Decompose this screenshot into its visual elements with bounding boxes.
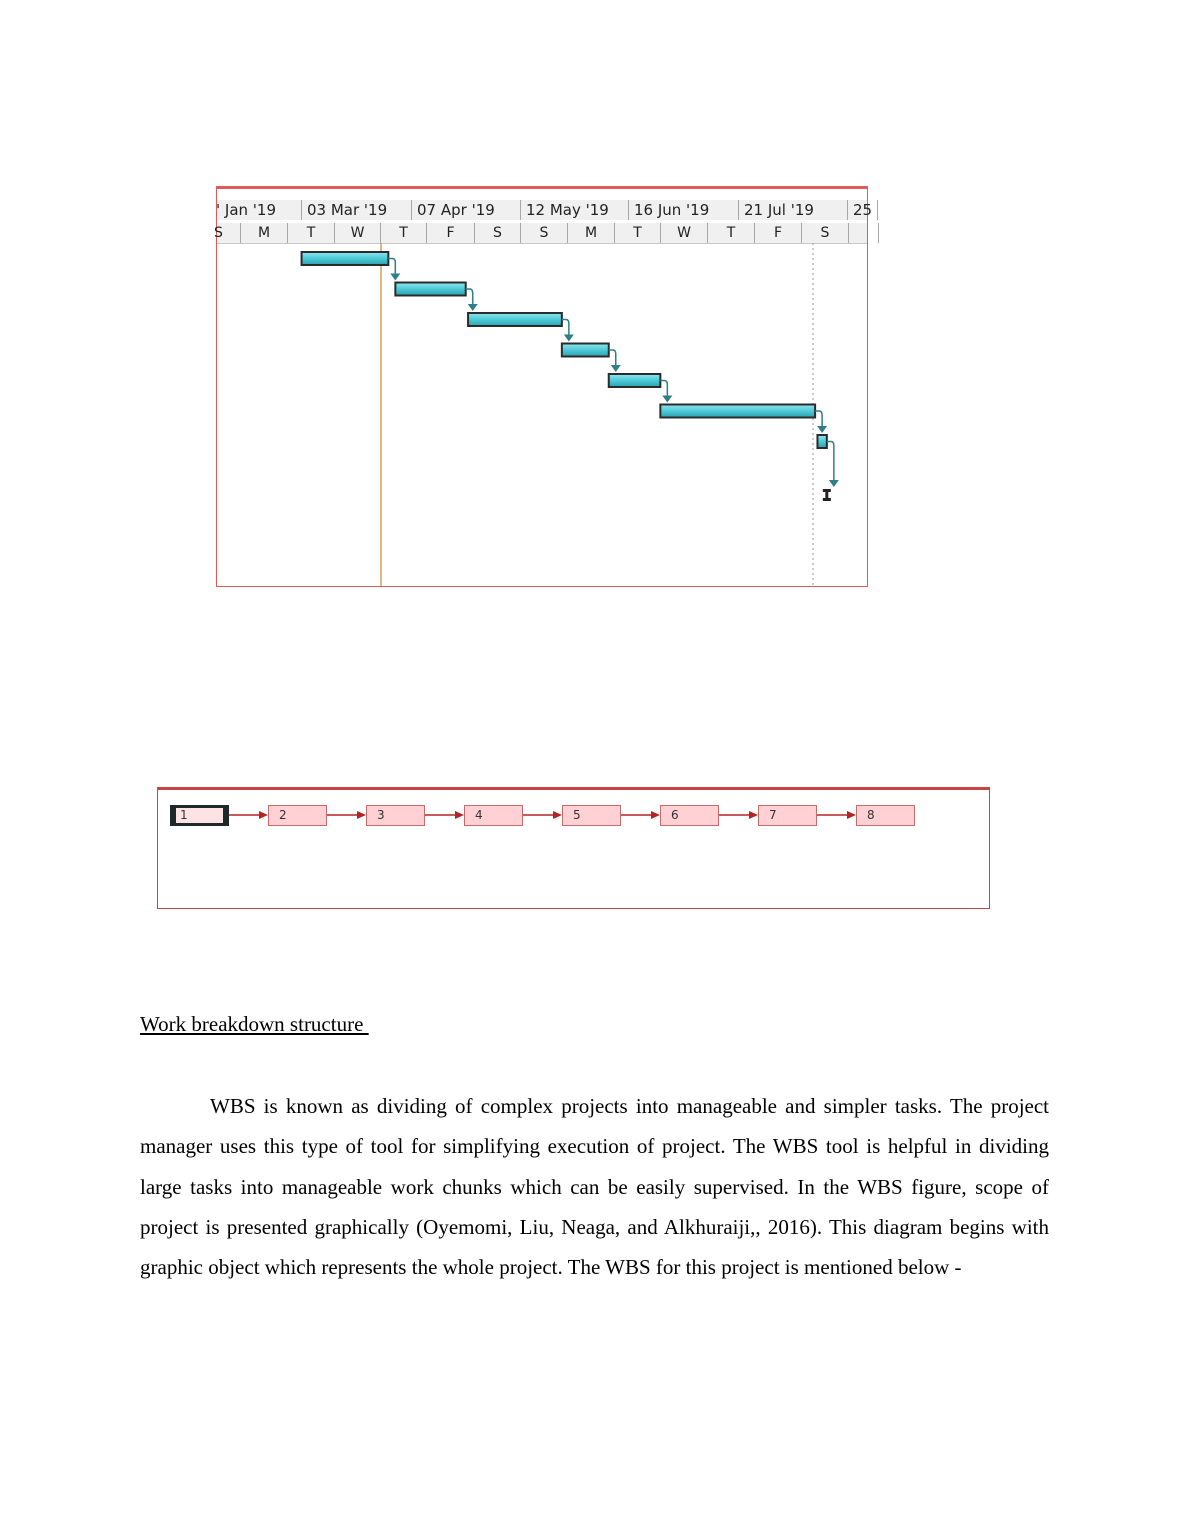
gantt-task-bar [468,313,562,326]
network-arrowhead [651,811,660,819]
timescale-minor-cell: M [241,223,288,243]
timescale-major-cell: 25 [848,200,878,220]
network-arrowhead [847,811,856,819]
timescale-minor-cell: S [197,223,241,243]
gantt-dependency-arrowhead [662,396,672,403]
network-node[interactable]: 5 [562,805,621,826]
timescale-minor-cell: S [475,223,521,243]
timescale-minor-cell: T [708,223,755,243]
timescale-minor-cell: T [381,223,427,243]
network-node[interactable]: 3 [366,805,425,826]
timescale-major-cell: 16 Jun '19 [629,200,739,220]
network-arrowhead [553,811,562,819]
gantt-task-bar [302,252,389,265]
timescale-major-cell: 07 Apr '19 [412,200,521,220]
gantt-dependency-arrowhead [564,335,574,342]
network-node[interactable]: 8 [856,805,915,826]
timescale-minor-cell: W [661,223,708,243]
gantt-dependency-arrowhead [611,365,621,372]
network-arrowhead [357,811,366,819]
timescale-major-cell: ' Jan '19 [211,200,302,220]
gantt-task-bar [660,405,815,418]
gantt-dependency-arrowhead [390,274,400,281]
network-node[interactable]: 1 [170,805,229,826]
network-node[interactable]: 2 [268,805,327,826]
gantt-task-bar [609,374,661,387]
gantt-task-bar [817,435,826,448]
gantt-task-bar [395,283,465,296]
timescale-minor-cell: T [288,223,335,243]
timescale-minor-cell: F [427,223,475,243]
gantt-task-bar [562,344,609,357]
gantt-dependency-link [660,381,667,397]
gantt-dependency-link [609,350,616,366]
timescale-major-cell: 12 May '19 [521,200,629,220]
timescale-major-cell: 21 Jul '19 [739,200,848,220]
gantt-bars-canvas [217,189,867,586]
network-node[interactable]: 6 [660,805,719,826]
timescale-minor-cell: S [521,223,568,243]
timescale-minor-cell: F [755,223,802,243]
network-arrowhead [749,811,758,819]
gantt-dependency-link [815,411,822,427]
network-diagram-figure [157,787,990,909]
gantt-dependency-arrowhead [829,480,839,487]
gantt-dependency-link [388,259,395,275]
gantt-dependency-arrowhead [817,426,827,433]
gantt-dependency-arrowhead [468,304,478,311]
gantt-dependency-link [562,320,569,336]
timescale-major-cell: 03 Mar '19 [302,200,412,220]
gantt-dependency-link [466,289,473,305]
timescale-minor-cell: S [802,223,849,243]
network-arrowhead [455,811,464,819]
network-arrowhead [259,811,268,819]
network-node[interactable]: 4 [464,805,523,826]
gantt-milestone-marker [823,489,831,501]
section-heading: Work breakdown structure [140,1012,369,1036]
gantt-dependency-link [827,442,834,482]
timescale-minor-cell: T [615,223,661,243]
timescale-minor-cell: M [568,223,615,243]
gantt-chart-figure [214,186,873,587]
network-node[interactable]: 7 [758,805,817,826]
body-paragraph: WBS is known as dividing of complex projects into manageable and simpler tasks. The project manager uses this type of tool for simplifying execution of project. The WBS tool is helpful in dividing large tasks into manageable work chunks which can be easily supervised. In the WBS figure, scope of project is presented graphically (Oyemomi, Liu, Neaga, and Alkhuraiji,, 2016). This diagram begins with graphic object which represents the whole project. The WBS for this project is mentioned below - [140,1094,1049,1280]
timescale-minor-cell: W [335,223,381,243]
